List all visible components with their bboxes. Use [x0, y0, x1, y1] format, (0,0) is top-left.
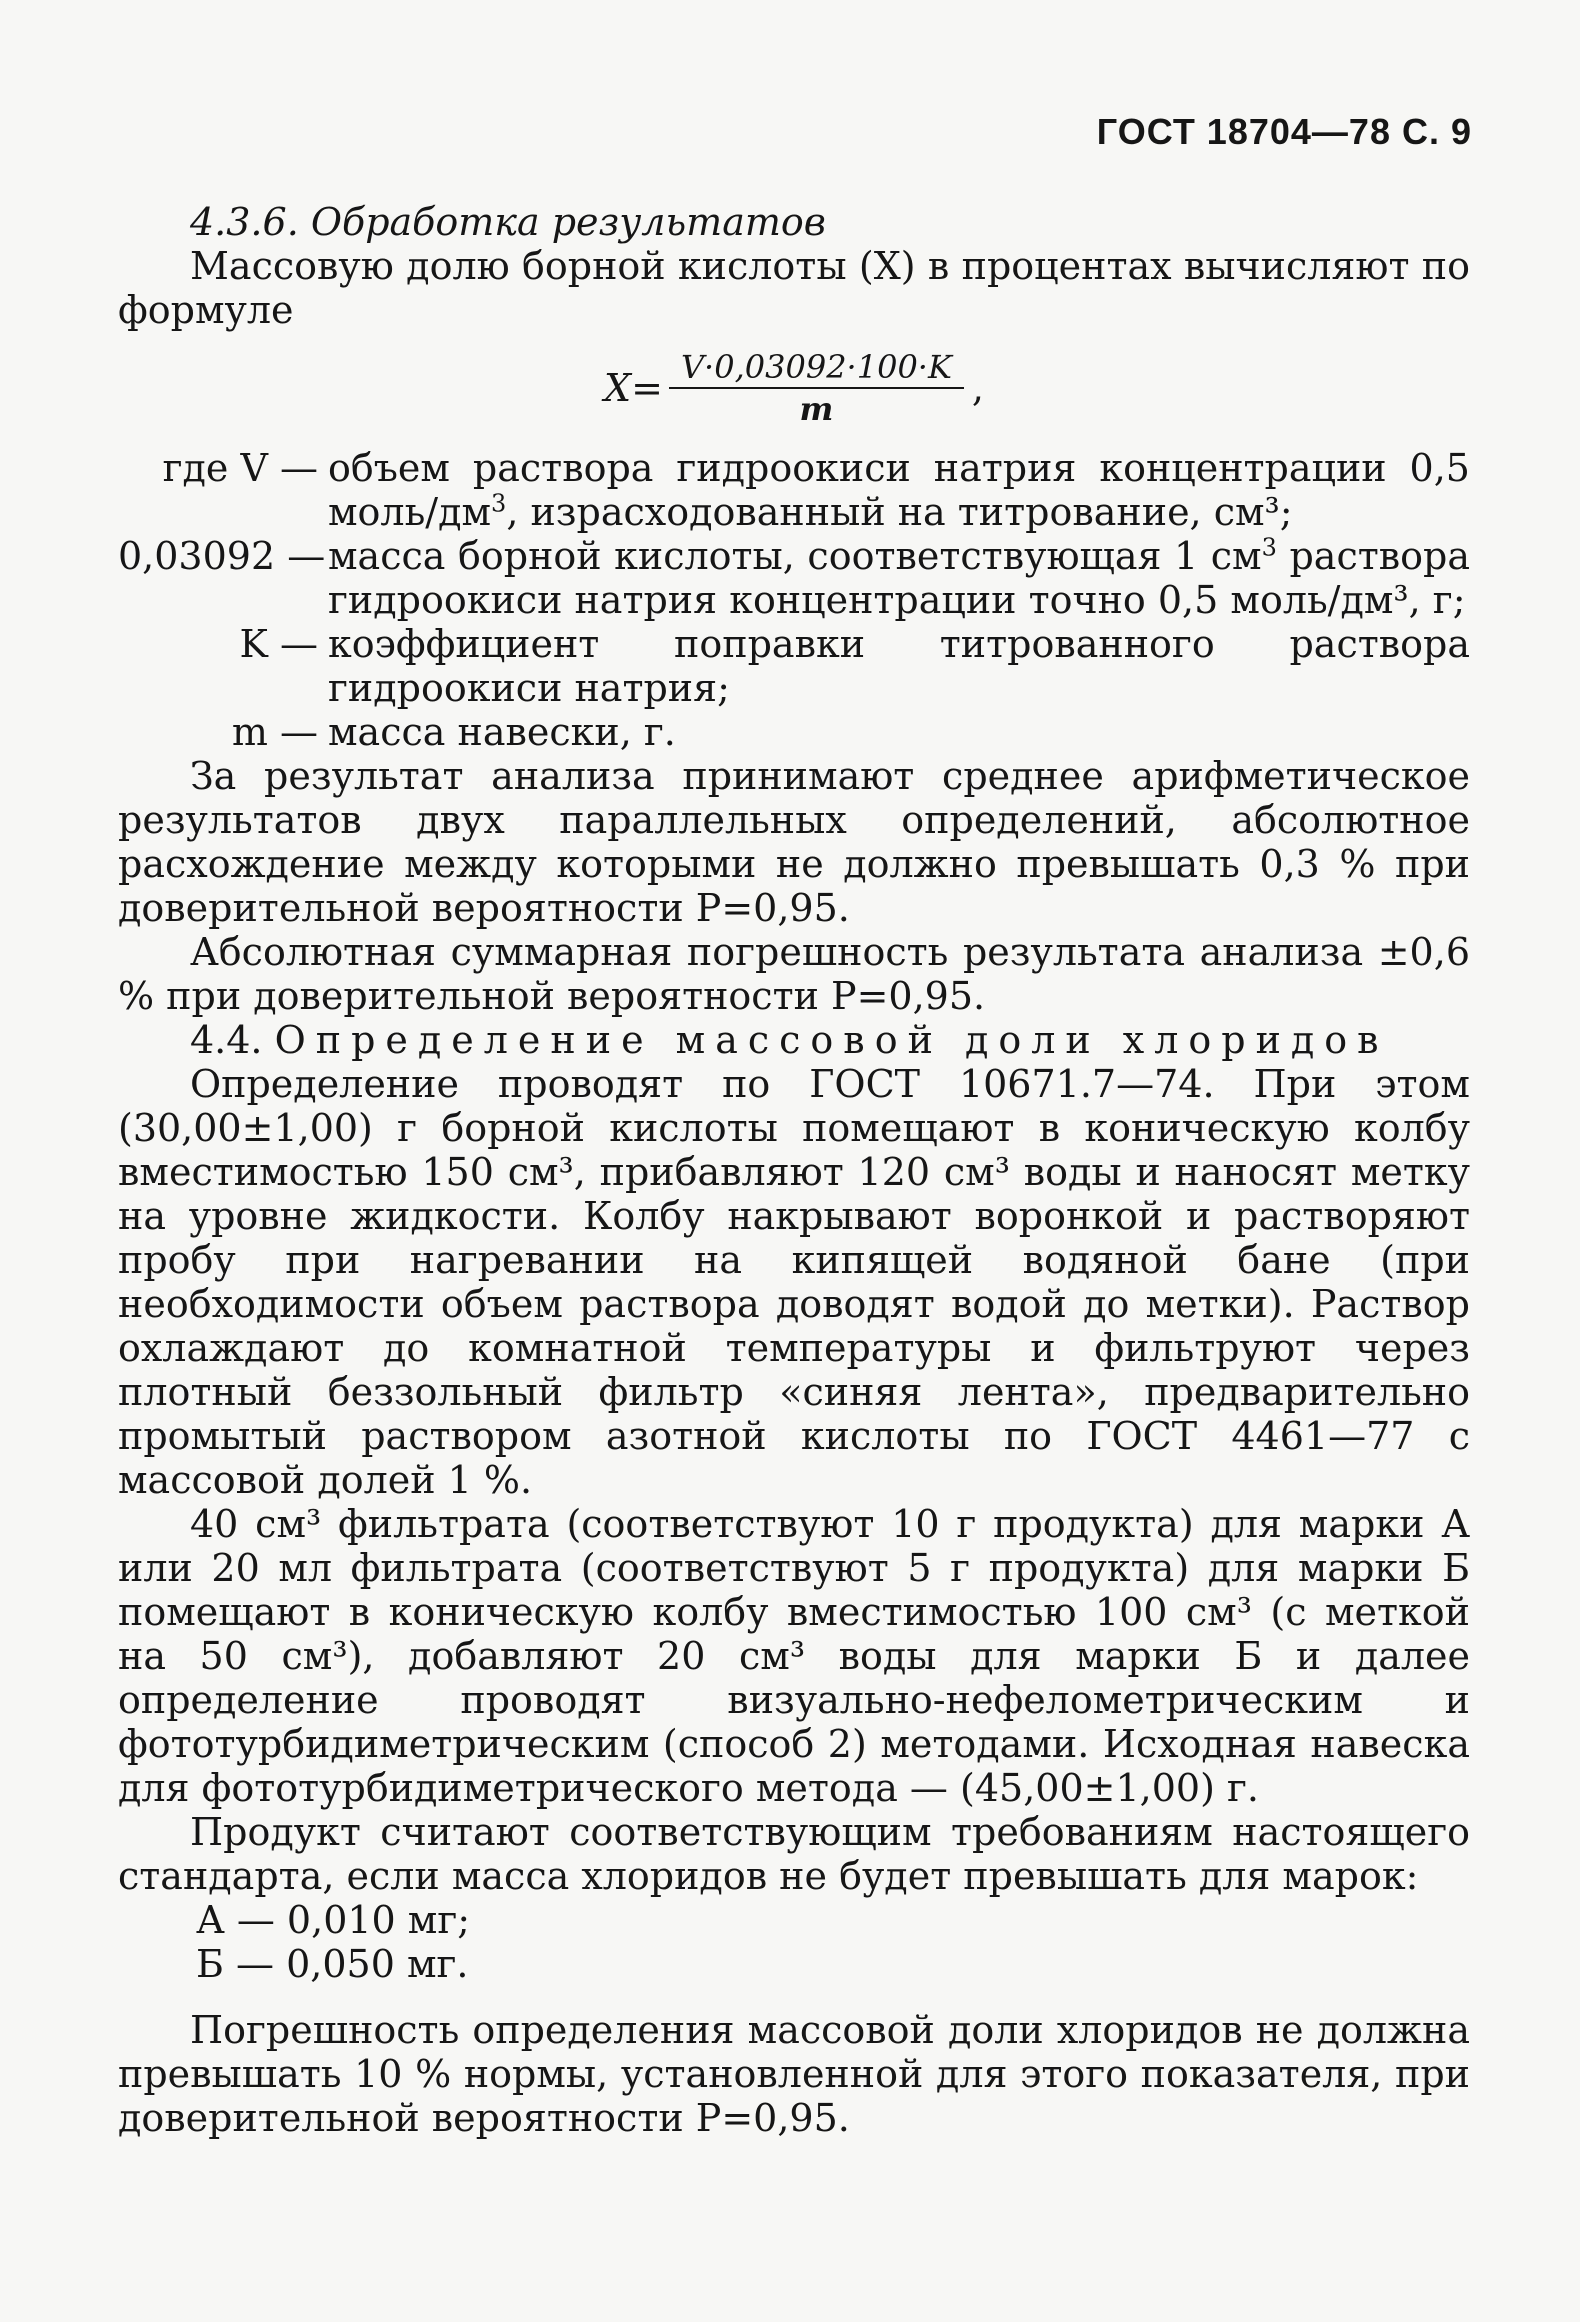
definition-symbol: K —	[239, 622, 318, 666]
list-item: Б — 0,050 мг.	[196, 1942, 469, 1986]
definition-row	[118, 534, 1470, 622]
definition-text: масса борной кислоты, соответствующая 1 $см^3$ раствора гидроокиси натрия концентрации точно 0,5 моль/дм³, г;	[328, 533, 1470, 622]
result-paragraph: За результат анализа принимают среднее арифметическое результатов двух параллельных определений, абсолютное расхождение между которыми не должно превышать 0,3 % при доверительной вероятности P=0,95.	[118, 754, 1470, 930]
formula-intro: Массовую долю борной кислоты (X) в процентах вычисляют по формуле	[118, 244, 1470, 332]
formula-comma: ,	[971, 366, 984, 410]
page-header: ГОСТ 18704—78 С. 9	[1096, 111, 1472, 152]
formula-numerator: V·0,03092·100·K	[669, 347, 964, 389]
definition-symbol: m —	[231, 710, 318, 754]
definition-symbol: где V —	[162, 446, 318, 490]
definition-row	[118, 710, 1470, 754]
formula-lhs: X=	[604, 366, 663, 410]
definition-row	[118, 446, 1470, 534]
chlorides-paragraph-2: 40 см³ фильтрата (соответствуют 10 г продукта) для марки А или 20 мл фильтрата (соответствуют 5 г продукта) для марки Б помещают в коническую колбу вместимостью 100 см³ (с меткой на 50 см³), добавляют 20 см³ воды для марки Б и далее определение проводят визуально-нефелометрическим и фототурбидиметрическим (способ 2) методами. Исходная навеска для фототурбидиметрического метода — (45,00±1,00) г.	[118, 1502, 1470, 1810]
chlorides-paragraph-1: Определение проводят по ГОСТ 10671.7—74. При этом (30,00±1,00) г борной кислоты помещают в коническую колбу вместимостью 150 см³, прибавляют 120 см³ воды и наносят метку на уровне жидкости. Колбу накрывают воронкой и растворяют пробу при нагревании на кипящей водяной бане (при необходимости объем раствора доводят водой до метки). Раствор охлаждают до комнатной температуры и фильтруют через плотный беззольный фильтр «синяя лента», предварительно промытый раствором азотной кислоты по ГОСТ 4461—77 с массовой долей 1 %.	[118, 1062, 1470, 1502]
definition-text: коэффициент поправки титрованного раствора гидроокиси натрия;	[328, 622, 1470, 710]
formula-denominator: m	[799, 390, 834, 428]
error-paragraph: Абсолютная суммарная погрешность результата анализа ±0,6 % при доверительной вероятности P=0,95.	[118, 930, 1470, 1018]
definition-row	[118, 622, 1470, 710]
variable-definitions	[118, 446, 1470, 754]
formula-fraction	[669, 347, 964, 429]
definition-text: объем раствора гидроокиси натрия концентрации 0,5 моль/$дм^3$, израсходованный на титрование, см³;	[328, 446, 1470, 534]
document-body	[118, 200, 1470, 2140]
definition-text: масса навески, г.	[328, 710, 676, 754]
chlorides-paragraph-4: Погрешность определения массовой доли хлоридов не должна превышать 10 % нормы, установленной для этого показателя, при доверительной вероятности P=0,95.	[118, 2008, 1470, 2140]
list-item: А — 0,010 мг;	[196, 1898, 471, 1942]
definition-symbol: 0,03092 —	[118, 534, 326, 578]
formula	[118, 334, 1470, 442]
section-number: 4.4.	[190, 1018, 263, 1062]
spacer	[118, 1986, 1470, 2008]
chlorides-paragraph-3: Продукт считают соответствующим требованиям настоящего стандарта, если масса хлоридов не будет превышать для марок:	[118, 1810, 1470, 1898]
chloride-limits-list	[196, 1898, 1470, 1986]
section-title: Определение массовой доли хлоридов	[274, 1018, 1389, 1062]
section-heading-4-4	[118, 1018, 1470, 1062]
section-heading-4-3-6: 4.3.6. Обработка результатов	[190, 200, 826, 244]
